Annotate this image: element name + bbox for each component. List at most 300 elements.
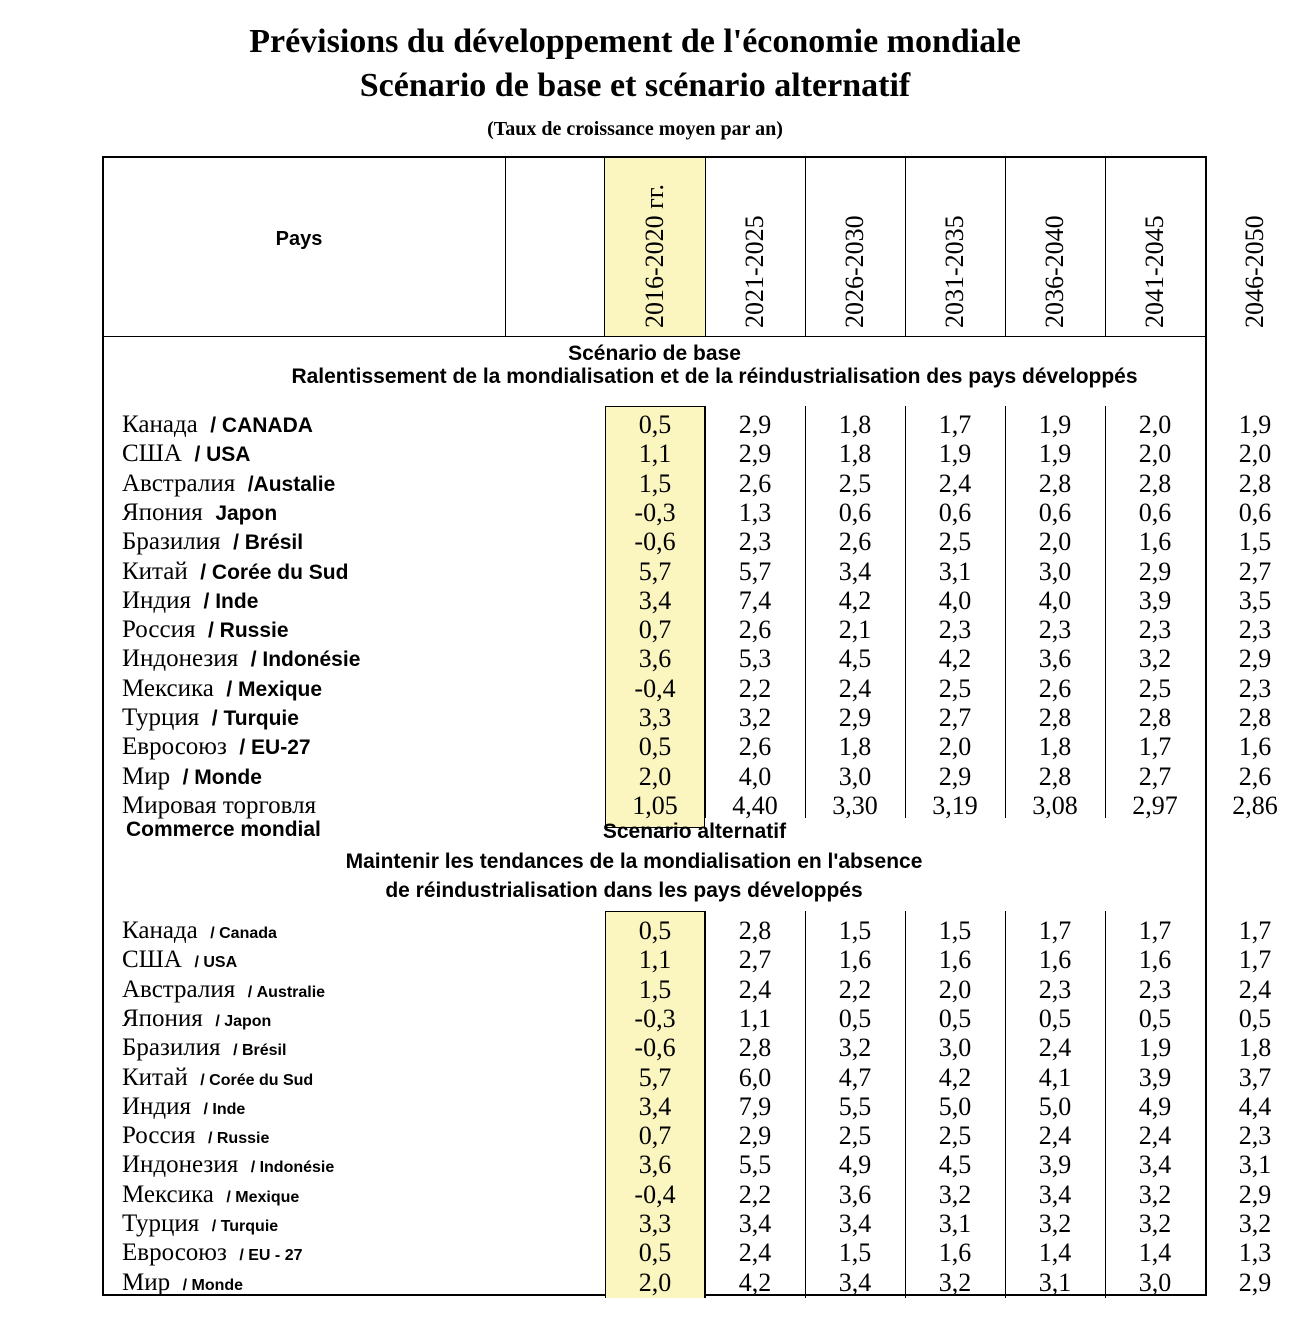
country-label [122, 791, 316, 820]
country-name-fr: / Russie [207, 1130, 270, 1148]
value-cell: 3,0 [1038, 556, 1072, 586]
value-cell: 4,5 [938, 1150, 972, 1180]
pays-header: Pays [275, 228, 323, 250]
value-cell: 1,8 [1238, 1033, 1272, 1063]
value-cell: 3,4 [1038, 1179, 1072, 1209]
country-label [122, 439, 250, 469]
value-cell: 0,6 [838, 497, 872, 527]
country-name-ru: Турция [122, 704, 200, 731]
value-cell: 3,6 [638, 644, 672, 674]
value-cell: 5,7 [638, 556, 672, 586]
value-cell: 0,5 [1038, 1003, 1072, 1033]
value-cell: 0,6 [1038, 497, 1072, 527]
country-label [122, 1150, 334, 1182]
value-cell: 2,4 [1038, 1033, 1072, 1063]
country-label [122, 1004, 271, 1036]
country-name-fr: / Japon [215, 1012, 272, 1030]
value-cell: 1,8 [838, 439, 872, 469]
country-name-fr: / Mexique [226, 677, 323, 701]
value-cell: 3,2 [1138, 1209, 1172, 1238]
value-cell: 2,8 [1038, 703, 1072, 732]
value-cell: 3,9 [1138, 585, 1172, 615]
value-cell: 3,19 [932, 790, 978, 820]
value-cell: 2,1 [838, 615, 872, 645]
country-name-ru: Индия [122, 1092, 192, 1120]
country-name-fr: / Russie [207, 619, 289, 643]
value-cell: 3,3 [638, 703, 672, 732]
value-cell: 2,4 [838, 673, 872, 703]
value-cell: 3,6 [838, 1179, 872, 1209]
country-name-ru: Канада [122, 411, 198, 438]
value-cell: 4,0 [1038, 585, 1072, 615]
value-cell: 1,5 [938, 916, 972, 945]
value-cell: 0,5 [1138, 1003, 1172, 1033]
value-cell: 1,5 [638, 974, 672, 1004]
value-cell: 3,2 [1238, 1209, 1272, 1238]
country-label [122, 1063, 313, 1095]
value-cell: 3,9 [1038, 1150, 1072, 1180]
country-name-fr: / Turquie [211, 707, 299, 730]
table-row [104, 974, 1272, 1004]
table-row [104, 615, 1272, 645]
table-row [104, 1238, 1272, 1268]
country-name-ru: Мир [122, 762, 171, 790]
header-divider [104, 336, 1205, 337]
country-name-ru: США [122, 440, 182, 468]
table-row [104, 1150, 1272, 1180]
value-cell: 2,3 [1238, 1121, 1272, 1151]
value-cell: 1,3 [1238, 1238, 1272, 1268]
value-cell: 1,6 [938, 1238, 972, 1268]
value-cell: 3,4 [1138, 1150, 1172, 1180]
value-cell: 2,3 [1138, 974, 1172, 1004]
period-header-label: 2031-2035 [940, 215, 969, 328]
value-cell: 2,9 [1138, 556, 1172, 586]
country-label [122, 1121, 269, 1153]
table-row [104, 497, 1272, 527]
value-cell: 2,9 [738, 410, 772, 439]
table-row [104, 1121, 1272, 1151]
country-name-ru: Мир [122, 1268, 171, 1296]
value-cell: -0,3 [634, 1003, 676, 1033]
value-cell: 3,6 [1038, 644, 1072, 674]
value-cell: 3,1 [1038, 1267, 1072, 1297]
column-divider [705, 158, 706, 336]
value-cell: 2,5 [938, 527, 972, 557]
value-cell: 2,9 [738, 1121, 772, 1151]
value-cell: 3,2 [1038, 1209, 1072, 1238]
period-header-label: 2026-2030 [840, 215, 869, 328]
value-cell: 2,3 [1138, 615, 1172, 645]
country-label [122, 1209, 278, 1241]
period-header-label: 2041-2045 [1140, 215, 1169, 328]
country-name-ru: Мексика [122, 1180, 214, 1208]
value-cell: 1,5 [638, 468, 672, 498]
value-cell: 2,6 [1238, 761, 1272, 791]
value-cell: 2,4 [738, 974, 772, 1004]
country-label [122, 557, 348, 587]
page-title: Prévisions du développement de l'économie mondiale [249, 23, 1021, 60]
value-cell: 1,6 [838, 945, 872, 975]
country-label [122, 527, 303, 557]
value-cell: 2,3 [938, 615, 972, 645]
value-cell: 1,9 [1038, 410, 1072, 439]
forecast-table [102, 156, 1278, 1297]
table-row [104, 439, 1272, 469]
value-cell: 1,5 [1238, 527, 1272, 557]
country-name-ru: Мексика [122, 674, 214, 702]
country-label [122, 732, 311, 762]
value-cell: 2,5 [1138, 673, 1172, 703]
value-cell: 0,5 [838, 1003, 872, 1033]
value-cell: 4,2 [738, 1267, 772, 1297]
value-cell: 2,8 [1038, 468, 1072, 498]
value-cell: 1,8 [838, 410, 872, 439]
value-cell: 3,1 [938, 1209, 972, 1238]
value-cell: 1,6 [1138, 527, 1172, 557]
value-cell: 1,9 [938, 439, 972, 469]
value-cell: 3,5 [1238, 585, 1272, 615]
value-cell: 2,8 [738, 1033, 772, 1063]
country-name-ru: Австралия [122, 975, 236, 1003]
value-cell: 5,7 [738, 556, 772, 586]
value-cell: 2,0 [1138, 410, 1172, 439]
column-divider [1105, 158, 1106, 336]
value-cell: 4,1 [1038, 1062, 1072, 1092]
value-cell: 3,0 [838, 761, 872, 791]
country-label [122, 469, 335, 499]
value-cell: 3,4 [638, 585, 672, 615]
value-cell: 2,5 [838, 1121, 872, 1151]
value-cell: 1,4 [1138, 1238, 1172, 1268]
value-cell: 2,97 [1132, 790, 1178, 820]
value-cell: 1,1 [638, 945, 672, 975]
table-row [104, 410, 1272, 439]
country-name-ru: Евросоюз [122, 733, 227, 761]
table-row [104, 556, 1272, 586]
country-name-ru: Россия [122, 616, 196, 644]
value-cell: 1,1 [638, 439, 672, 469]
value-cell: 1,7 [1138, 916, 1172, 945]
units-note: (Taux de croissance moyen par an) [487, 118, 783, 140]
value-cell: 0,7 [638, 1121, 672, 1151]
value-cell: 6,0 [738, 1062, 772, 1092]
value-cell: 2,7 [738, 945, 772, 975]
country-name-ru: Мировая торговля [122, 791, 317, 819]
country-name-fr: Japon [215, 501, 278, 525]
value-cell: 2,9 [738, 439, 772, 469]
table-row [104, 644, 1272, 674]
country-label [122, 644, 360, 674]
value-cell: 5,0 [938, 1091, 972, 1121]
value-cell: 2,6 [838, 527, 872, 557]
country-name-ru: Япония [122, 1004, 203, 1032]
country-label [122, 498, 277, 528]
value-cell: 3,4 [638, 1091, 672, 1121]
value-cell: 3,4 [838, 1209, 872, 1238]
value-cell: -0,4 [634, 1179, 676, 1209]
value-cell: 1,05 [632, 790, 678, 820]
value-cell: 1,7 [1038, 916, 1072, 945]
value-cell: 2,8 [1238, 703, 1272, 732]
value-cell: 1,1 [738, 1003, 772, 1033]
period-header-label: 2021-2025 [740, 215, 769, 328]
value-cell: 4,7 [838, 1062, 872, 1092]
value-cell: 2,4 [1038, 1121, 1072, 1151]
value-cell: 3,9 [1138, 1062, 1172, 1092]
table-row [104, 1179, 1272, 1209]
value-cell: 3,2 [738, 703, 772, 732]
period-header [1205, 158, 1305, 336]
value-cell: 2,9 [1238, 1267, 1272, 1297]
column-divider [1005, 158, 1006, 336]
column-divider [805, 158, 806, 336]
table-row [104, 1003, 1272, 1033]
country-label [122, 615, 289, 645]
country-name-fr: / Canada [210, 925, 277, 942]
value-cell: 5,5 [738, 1150, 772, 1180]
country-name-fr: / EU - 27 [239, 1247, 303, 1265]
value-cell: 1,9 [1138, 1033, 1172, 1063]
value-cell: 2,5 [938, 673, 972, 703]
value-cell: 2,5 [938, 1121, 972, 1151]
table-row [104, 761, 1272, 791]
value-cell: 3,7 [1238, 1062, 1272, 1092]
column-divider [905, 158, 906, 336]
value-cell: -0,6 [634, 1033, 676, 1063]
country-label [122, 1092, 245, 1124]
value-cell: 3,1 [938, 556, 972, 586]
value-cell: 7,4 [738, 585, 772, 615]
value-cell: 0,7 [638, 615, 672, 645]
country-name-ru: Бразилия [122, 1034, 221, 1062]
value-cell: 0,5 [938, 1003, 972, 1033]
column-divider [604, 158, 605, 336]
period-header [805, 158, 905, 336]
value-cell: 4,2 [938, 644, 972, 674]
table-row [104, 945, 1272, 975]
value-cell: 2,7 [1138, 761, 1172, 791]
value-cell: 4,40 [732, 790, 778, 820]
value-cell: 0,6 [1238, 497, 1272, 527]
value-cell: 4,0 [938, 585, 972, 615]
value-cell: 4,2 [938, 1062, 972, 1092]
value-cell: 2,2 [738, 1179, 772, 1209]
value-cell: 5,7 [638, 1062, 672, 1092]
value-cell: 1,7 [938, 410, 972, 439]
value-cell: 2,7 [1238, 556, 1272, 586]
table-row [104, 673, 1272, 703]
base-scenario-subtitle: Ralentissement de la mondialisation et de la réindustrialisation des pays développés [291, 365, 1138, 388]
value-cell: 2,9 [838, 703, 872, 732]
value-cell: 1,9 [1038, 439, 1072, 469]
value-cell: 2,4 [938, 468, 972, 498]
value-cell: 2,3 [1238, 673, 1272, 703]
value-cell: 2,3 [1038, 615, 1072, 645]
value-cell: 2,8 [1038, 761, 1072, 791]
country-label [122, 586, 258, 616]
country-name-fr: / USA [194, 443, 251, 467]
table-row [104, 527, 1272, 557]
value-cell: 2,0 [938, 974, 972, 1004]
value-cell: 3,6 [638, 1150, 672, 1180]
value-cell: 1,5 [838, 916, 872, 945]
value-cell: 0,6 [1138, 497, 1172, 527]
value-cell: 2,0 [638, 761, 672, 791]
value-cell: 2,6 [738, 615, 772, 645]
value-cell: 2,3 [1238, 615, 1272, 645]
value-cell: -0,4 [634, 673, 676, 703]
value-cell: 2,4 [1138, 1121, 1172, 1151]
value-cell: 2,0 [1238, 439, 1272, 469]
value-cell: 4,9 [1138, 1091, 1172, 1121]
country-label [122, 762, 262, 792]
period-header-label: 2036-2040 [1040, 215, 1069, 328]
value-cell: 4,9 [838, 1150, 872, 1180]
alt-scenario-subtitle-1: Maintenir les tendances de la mondialisation en l'absence [345, 850, 923, 873]
table-row [104, 790, 1278, 820]
value-cell: 3,2 [1138, 1179, 1172, 1209]
value-cell: 2,0 [938, 732, 972, 762]
value-cell: 1,6 [1038, 945, 1072, 975]
country-name-ru: Индонезия [122, 645, 239, 673]
commerce-mondial-label: Commerce mondial [126, 818, 321, 841]
value-cell: 3,4 [738, 1209, 772, 1238]
value-cell: 2,8 [1238, 468, 1272, 498]
alt-scenario-subtitle-2: de réindustrialisation dans les pays développés [385, 879, 863, 902]
value-cell: 3,2 [1138, 644, 1172, 674]
value-cell: 4,4 [1238, 1091, 1272, 1121]
country-name-fr: / Monde [182, 1276, 244, 1294]
value-cell: 4,2 [838, 585, 872, 615]
value-cell: 1,4 [1038, 1238, 1072, 1268]
value-cell: 3,4 [838, 556, 872, 586]
value-cell: 2,0 [1038, 527, 1072, 557]
value-cell: 0,6 [938, 497, 972, 527]
value-cell: 5,0 [1038, 1091, 1072, 1121]
value-cell: 5,5 [838, 1091, 872, 1121]
country-name-fr: / Corée du Sud [200, 560, 349, 584]
value-cell: 3,1 [1238, 1150, 1272, 1180]
country-label [122, 410, 313, 440]
value-cell: 2,6 [1038, 673, 1072, 703]
value-cell: 1,7 [1138, 732, 1172, 762]
table-row [104, 1267, 1272, 1297]
value-cell: 2,6 [738, 732, 772, 762]
country-label [122, 1268, 243, 1300]
table-row [104, 916, 1272, 945]
value-cell: 2,6 [738, 468, 772, 498]
table-row [104, 1091, 1272, 1121]
value-cell: 3,30 [832, 790, 878, 820]
value-cell: 1,7 [1238, 916, 1272, 945]
value-cell: 2,9 [1238, 644, 1272, 674]
table-row [104, 703, 1272, 732]
country-name-fr: / Brésil [233, 531, 304, 555]
period-header [1005, 158, 1105, 336]
value-cell: 0,5 [1238, 1003, 1272, 1033]
base-scenario-title: Scénario de base [568, 342, 741, 365]
value-cell: 3,2 [838, 1033, 872, 1063]
value-cell: 0,5 [638, 1238, 672, 1268]
table-row [104, 585, 1272, 615]
table-row [104, 732, 1272, 762]
country-name-fr: / Inde [203, 589, 259, 613]
country-label [122, 945, 237, 977]
country-label [122, 916, 277, 948]
table-row [104, 1209, 1272, 1238]
country-name-fr: / Monde [182, 765, 262, 789]
value-cell: 1,5 [838, 1238, 872, 1268]
country-name-ru: Турция [122, 1210, 200, 1237]
value-cell: 1,3 [738, 497, 772, 527]
value-cell: 2,3 [738, 527, 772, 557]
value-cell: 2,9 [1238, 1179, 1272, 1209]
table-row [104, 1033, 1272, 1063]
value-cell: 4,5 [838, 644, 872, 674]
value-cell: 1,6 [1138, 945, 1172, 975]
country-name-fr: / Mexique [226, 1188, 300, 1206]
value-cell: 0,5 [638, 732, 672, 762]
country-name-ru: Япония [122, 498, 203, 526]
value-cell: 1,6 [1238, 732, 1272, 762]
country-label [122, 1033, 286, 1065]
country-label [122, 1238, 303, 1270]
value-cell: 2,4 [1238, 974, 1272, 1004]
page-subtitle: Scénario de base et scénario alternatif [359, 67, 911, 104]
value-cell: 0,5 [638, 410, 672, 439]
value-cell: 2,7 [938, 703, 972, 732]
country-name-fr: / Indonésie [250, 1159, 335, 1177]
value-cell: 3,0 [938, 1033, 972, 1063]
value-cell: 2,2 [738, 673, 772, 703]
value-cell: -0,3 [634, 497, 676, 527]
period-header [905, 158, 1005, 336]
period-header [1105, 158, 1205, 336]
country-name-fr: / Indonésie [250, 648, 361, 672]
value-cell: 3,3 [638, 1209, 672, 1238]
value-cell: 3,2 [938, 1267, 972, 1297]
value-cell: 2,5 [838, 468, 872, 498]
value-cell: 5,3 [738, 644, 772, 674]
country-name-fr: / Brésil [233, 1042, 287, 1060]
country-name-ru: Евросоюз [122, 1239, 227, 1267]
table-row [104, 468, 1272, 498]
value-cell: 2,0 [1138, 439, 1172, 469]
value-cell: 1,8 [1038, 732, 1072, 762]
value-cell: 3,4 [838, 1267, 872, 1297]
value-cell: 2,8 [738, 916, 772, 945]
value-cell: 1,6 [938, 945, 972, 975]
country-name-ru: Россия [122, 1122, 196, 1150]
value-cell: 2,3 [1038, 974, 1072, 1004]
alt-scenario-title: Scenario alternatif [602, 820, 787, 843]
value-cell: 0,5 [638, 916, 672, 945]
country-name-fr: / Turquie [211, 1218, 279, 1235]
country-label [122, 975, 325, 1007]
value-cell: 2,2 [838, 974, 872, 1004]
country-name-ru: Индонезия [122, 1151, 239, 1179]
value-cell: 7,9 [738, 1091, 772, 1121]
country-name-ru: Австралия [122, 469, 236, 497]
country-name-fr: / Inde [203, 1100, 246, 1118]
value-cell: 3,0 [1138, 1267, 1172, 1297]
value-cell: 2,86 [1232, 790, 1278, 820]
value-cell: -0,6 [634, 527, 676, 557]
value-cell: 3,2 [938, 1179, 972, 1209]
country-name-fr: /Austalie [247, 472, 336, 496]
country-name-fr: / Australie [247, 983, 326, 1001]
